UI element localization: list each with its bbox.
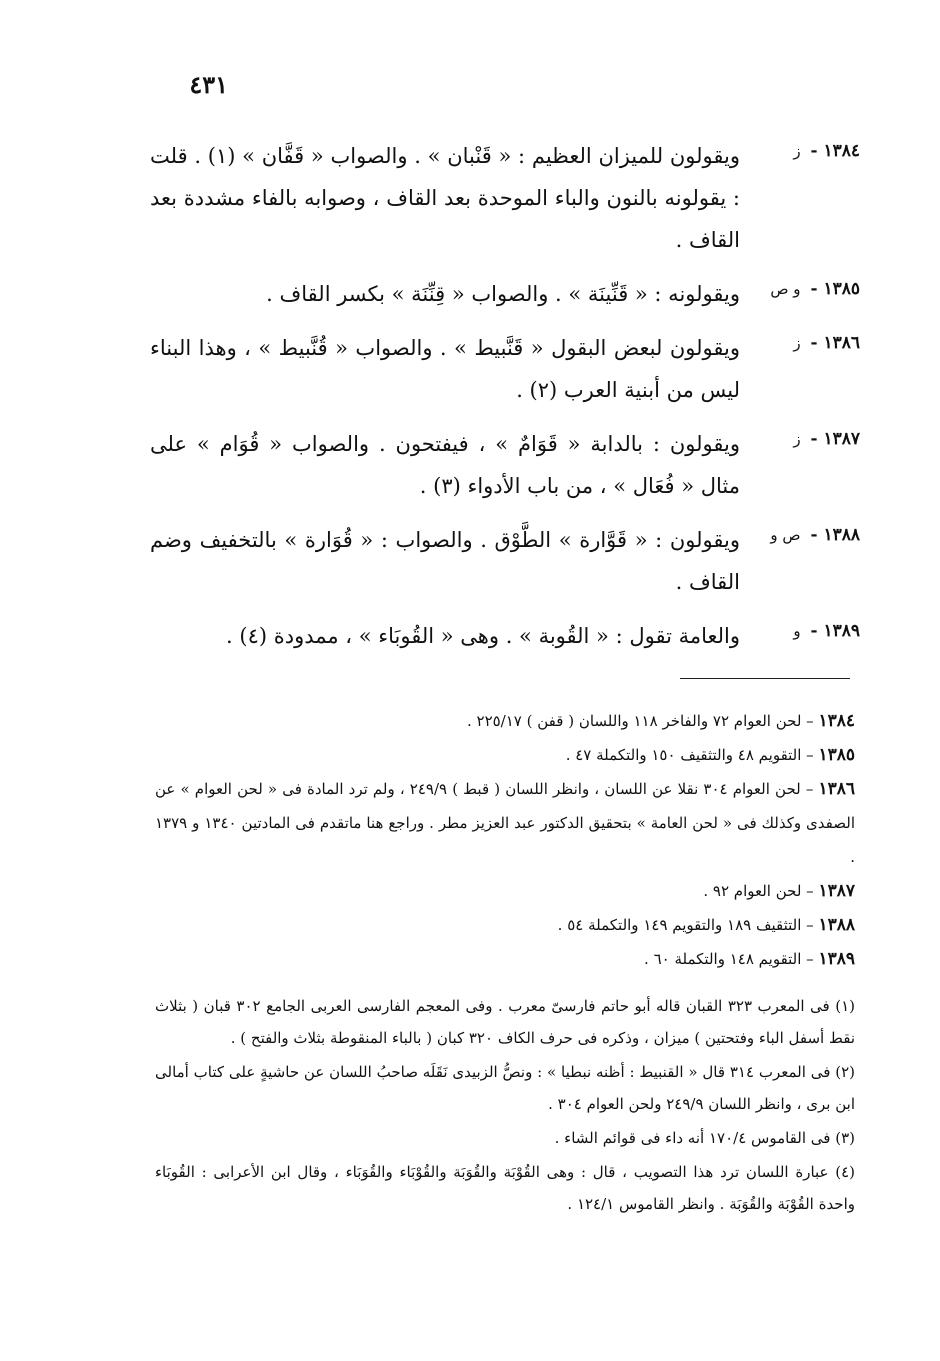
source-number: ١٣٨٧ <box>818 881 855 901</box>
source-text: – لحن العوام ٩٢ . <box>703 882 814 900</box>
source-number: ١٣٨٩ <box>818 949 855 969</box>
entry-text: والعامة تقول : « القُوبة » . وهى « القُوبَاء » ، ممدودة (٤) . <box>226 624 740 648</box>
footnote: (١) فى المعرب ٣٢٣ القبان قاله أبو حاتم فارسىّ معرب . وفى المعجم الفارسى العربى الجامع ٣٠٢ قبان ( بثلاث نقط أسفل الباء وفتحتين ) ميزان ، وذكره فى حرف الكاف ٣٢٠ كبان ( بالباء المنقوطة بثلاث والفتح ) . <box>155 997 856 1047</box>
entry-num-value: ١٣٨٤ <box>823 141 860 161</box>
footnote: (٢) فى المعرب ٣١٤ قال « القنبيط : أظنه نبطيا » : ونصُّ الزبيدى نَقَلَه صاحبُ اللسان عن حاشيةٍ على كتاب أمالى ابن برى ، وانظر اللسان ٢٤٩/٩ ولحن العوام ٣٠٤ . <box>155 1063 855 1113</box>
entry-num-value: ١٣٨٨ <box>823 525 860 545</box>
entry-tag: ز <box>793 142 801 160</box>
entry-num-value: ١٣٨٥ <box>823 279 860 299</box>
entry-num-value: ١٣٨٧ <box>823 429 860 449</box>
entry-text: ويقولون : بالدابة « قَوَامٌ » ، فيفتحون . والصواب « قُوَام » على مثال « فُعَال » ، من باب الأدواء (٣) . <box>150 432 740 498</box>
source-number: ١٣٨٨ <box>818 915 855 935</box>
source-text: – التثقيف ١٨٩ والتقويم ١٤٩ والتكملة ٥٤ . <box>557 916 814 934</box>
entry <box>150 519 860 603</box>
footnotes-list <box>155 990 855 1222</box>
entry-number: ١٣٨٨ - ص و <box>770 525 860 545</box>
source-number: ١٣٨٦ <box>818 779 855 799</box>
entry-number: ١٣٨٧ - ز <box>793 429 860 449</box>
entry <box>150 273 860 315</box>
source-text: – التقويم ٤٨ والتثقيف ١٥٠ والتكملة ٤٧ . <box>565 746 814 764</box>
source-line <box>155 908 855 942</box>
sources-list <box>155 704 855 976</box>
entry-tag: و <box>793 622 801 640</box>
entry <box>150 135 860 261</box>
entry-text: ويقولون : « قَوَّارة » الطَّوْق . والصواب : « قُوَارة » بالتخفيف وضم القاف . <box>150 528 740 594</box>
entry <box>150 423 860 507</box>
entries-list <box>150 135 860 669</box>
source-number: ١٣٨٤ <box>818 711 855 731</box>
entry-number: ١٣٨٦ - ز <box>793 333 860 353</box>
entry-tag: ز <box>793 430 801 448</box>
source-line <box>155 772 855 874</box>
source-number: ١٣٨٥ <box>818 745 855 765</box>
entry-tag: ز <box>793 334 801 352</box>
entry-text: ويقولون للميزان العظيم : « قَنْبان » . والصواب « قَفَّان » (١) . قلت : يقولونه بالنون والباء الموحدة بعد القاف ، وصوابه بالفاء مشددة بعد القاف . <box>150 144 740 252</box>
source-line <box>155 942 855 976</box>
footnote: (٣) فى القاموس ١٧٠/٤ أنه داء فى قوائم الشاء . <box>554 1129 855 1147</box>
source-text: – لحن العوام ٣٠٤ نقلا عن اللسان ، وانظر اللسان ( قبط ) ٢٤٩/٩ ، ولم ترد المادة فى « لحن العوام » عن الصفدى وكذلك فى « لحن العامة » بتحقيق الدكتور عبد العزيز مطر . وراجع هنا ماتقدم فى المادتين ١٣٤٠ و ١٣٧٩ . <box>155 780 855 866</box>
source-text: – لحن العوام ٧٢ والفاخر ١١٨ واللسان ( قفن ) ٢٢٥/١٧ . <box>466 712 814 730</box>
source-text: – التقويم ١٤٨ والتكملة ٦٠ . <box>644 950 814 968</box>
entry-num-value: ١٣٨٩ <box>823 621 860 641</box>
source-line <box>155 738 855 772</box>
entry-tag: و ص <box>770 280 801 298</box>
entry <box>150 327 860 411</box>
source-line <box>155 704 855 738</box>
source-line <box>155 874 855 908</box>
footnote: (٤) عبارة اللسان ترد هذا التصويب ، قال : وهى القُوْبَة والقُوَبَة والقُوْبَاء والقُوَبَاء ، وقال ابن الأعرابى : القُوبَاء واحدة القُوْبَة والقُوَبَة . وانظر القاموس ١٢٤/١ . <box>155 1163 855 1213</box>
entry <box>150 615 860 657</box>
entry-number: ١٣٨٩ - و <box>793 621 860 641</box>
entry-number: ١٣٨٤ - ز <box>793 141 860 161</box>
footnote-divider <box>680 678 850 679</box>
entry-text: ويقولونه : « قَنِّينَة » . والصواب « قِنِّنَة » بكسر القاف . <box>266 282 740 306</box>
entry-number: ١٣٨٥ - و ص <box>770 279 860 299</box>
entry-tag: ص و <box>770 526 801 544</box>
entry-num-value: ١٣٨٦ <box>823 333 860 353</box>
entry-text: ويقولون لبعض البقول « قَنَّبيط » . والصواب « قُنَّبيط » ، وهذا البناء ليس من أبنية العرب (٢) . <box>150 336 740 402</box>
page-number: ٤٣١ <box>189 70 228 99</box>
